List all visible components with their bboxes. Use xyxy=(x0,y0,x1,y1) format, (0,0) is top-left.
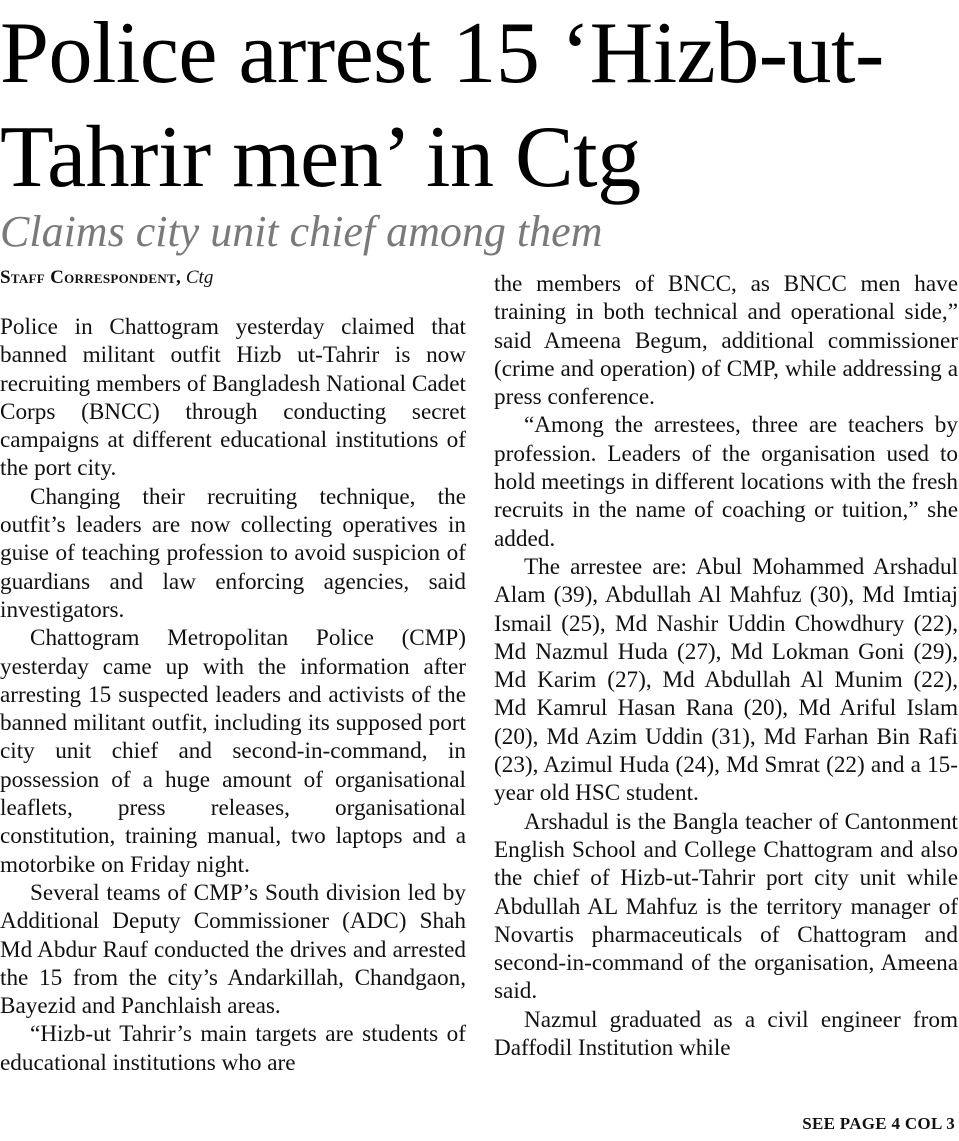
subheadline: Claims city unit chief among them xyxy=(0,207,603,256)
paragraph: Arshadul is the Bangla teacher of Cantonment English School and College Chattogram and also the chief of Hizb-ut-Tahrir port city unit while Abdullah AL Mahfuz is the territory manager of Novartis pharmaceuticals of Chattogram and second-in-command of the organisation, Ameena said. xyxy=(494,808,958,1005)
article-column-2 xyxy=(494,270,958,1062)
paragraph: the members of BNCC, as BNCC men have training in both technical and operational side,” said Ameena Begum, additional commissioner (crime and operation) of CMP, while addressing a press conference. xyxy=(494,271,958,411)
paragraph: The arrestee are: Abul Mohammed Arshadul Alam (39), Abdullah Al Mahfuz (30), Md Imtiaj Ismail (25), Md Nashir Uddin Chowdhury (22), Md Nazmul Huda (27), Md Lokman Goni (29), Md Karim (27), Md Abdullah Al Munim (22), Md Kamrul Hasan Rana (20), Md Ariful Islam (20), Md Azim Uddin (31), Md Farhan Bin Rafi (23), Azimul Huda (24), Md Smrat (22) and a 15-year old HSC student. xyxy=(494,553,958,807)
paragraph: “Among the arrestees, three are teachers by profession. Leaders of the organisation used to hold meetings in different locations with the fresh recruits in the name of coaching or tuition,” she added. xyxy=(494,412,958,552)
paragraph: Police in Chattogram yesterday claimed that banned militant outfit Hizb ut-Tahrir is now recruiting members of Bangladesh National Cadet Corps (BNCC) through conducting secret campaigns at different educational institutions of the port city. xyxy=(0,314,466,482)
paragraph: Nazmul graduated as a civil engineer from Daffodil Institution while xyxy=(494,1006,958,1062)
byline-place: Ctg xyxy=(185,267,214,288)
continuation-jump-line: SEE PAGE 4 COL 3 xyxy=(802,1114,955,1133)
paragraph: “Hizb-ut Tahrir’s main targets are students of educational institutions who are xyxy=(0,1021,466,1076)
article-column-1 xyxy=(0,313,466,1077)
paragraph: Chattogram Metropolitan Police (CMP) yesterday came up with the information after arresting 15 suspected leaders and activists of the banned militant outfit, including its supposed port city unit chief and second-in-command, in possession of a huge amount of organisational leaflets, press releases, organisational constitution, training manual, two laptops and a motorbike on Friday night. xyxy=(0,625,466,878)
paragraph: Several teams of CMP’s South division led by Additional Deputy Commissioner (ADC) Shah Md Abdur Rauf conducted the drives and arrested the 15 from the city’s Andarkillah, Chandgaon, Bayezid and Panchlaish areas. xyxy=(0,879,466,1020)
byline-role: Staff Correspondent, xyxy=(0,267,182,288)
paragraph: Changing their recruiting technique, the outfit’s leaders are now collecting operatives in guise of teaching profession to avoid suspicion of guardians and law enforcing agencies, said investigators. xyxy=(0,483,466,623)
headline: Police arrest 15 ‘Hizb-ut-Tahrir men’ in Ctg xyxy=(0,5,884,206)
byline xyxy=(0,266,213,290)
